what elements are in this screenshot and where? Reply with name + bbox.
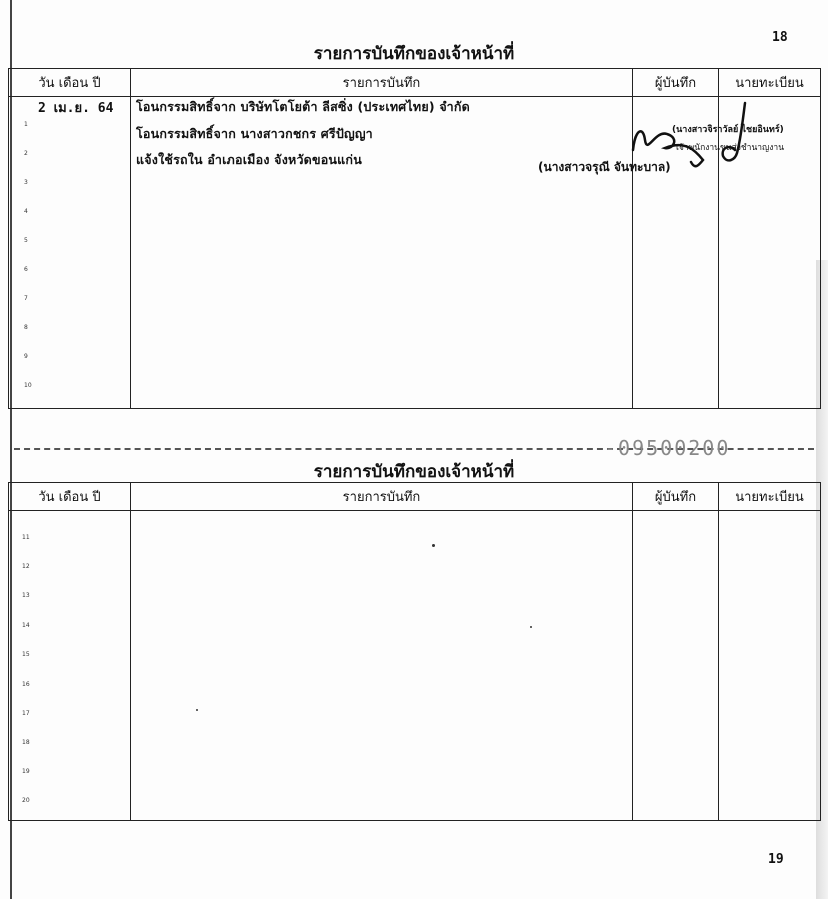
section2-header-entry: รายการบันทึก	[131, 483, 633, 511]
row-number: 5	[24, 237, 28, 244]
registrar-position: เจ้าพนักงานขนส่งชำนาญงาน	[676, 143, 785, 153]
entry-line: โอนกรรมสิทธิ์จาก บริษัทโตโยต้า ลีสซิ่ง (ประเทศไทย) จำกัด	[136, 99, 470, 114]
section2-title: รายการบันทึกของเจ้าหน้าที่	[313, 462, 515, 482]
row-number: 12	[22, 563, 30, 570]
registrar-signature	[715, 98, 765, 178]
page-number-top: 18	[772, 30, 788, 45]
row-number: 1	[24, 121, 28, 128]
row-number: 7	[24, 295, 28, 302]
ghost-serial: -09500200	[604, 436, 731, 460]
recorder-signature	[625, 110, 715, 180]
speck	[196, 709, 198, 711]
section2-header-registrar: นายทะเบียน	[719, 483, 821, 511]
row-number: 2	[24, 150, 28, 157]
entry-line: โอนกรรมสิทธิ์จาก นางสาวกชกร ศรีปัญญา	[136, 126, 373, 141]
section1-header-entry: รายการบันทึก	[131, 69, 633, 97]
row-number: 8	[24, 324, 28, 331]
row-number: 4	[24, 208, 28, 215]
entry-line: แจ้งใช้รถใน อำเภอเมือง จังหวัดขอนแก่น	[136, 152, 362, 167]
section2-table	[8, 482, 821, 821]
section2-header-recorder: ผู้บันทึก	[633, 483, 719, 511]
page-number-bottom: 19	[768, 852, 784, 867]
speck	[530, 626, 532, 628]
row-number: 17	[22, 710, 30, 717]
row-number: 3	[24, 179, 28, 186]
section1-header-registrar: นายทะเบียน	[719, 69, 821, 97]
recorder-name: (นางสาวจรุณี จันทะบาล)	[538, 160, 671, 174]
row-number: 10	[24, 382, 32, 389]
section2-header-date: วัน เดือน ปี	[9, 483, 131, 511]
row-number: 9	[24, 353, 28, 360]
row-number: 20	[22, 797, 30, 804]
row-number: 16	[22, 681, 30, 688]
row-number: 19	[22, 768, 30, 775]
row-number: 11	[22, 534, 30, 541]
row-number: 14	[22, 622, 30, 629]
row-number: 18	[22, 739, 30, 746]
speck	[432, 544, 435, 547]
registrar-name: (นางสาวจิราวัลย์ ไชยอินทร์)	[672, 125, 784, 135]
section1-header-date: วัน เดือน ปี	[9, 69, 131, 97]
section1-header-recorder: ผู้บันทึก	[633, 69, 719, 97]
entry-date: 2 เม.ย. 64	[38, 101, 114, 116]
row-number: 13	[22, 592, 30, 599]
row-number: 6	[24, 266, 28, 273]
row-number: 15	[22, 651, 30, 658]
section1-title: รายการบันทึกของเจ้าหน้าที่	[313, 44, 515, 64]
